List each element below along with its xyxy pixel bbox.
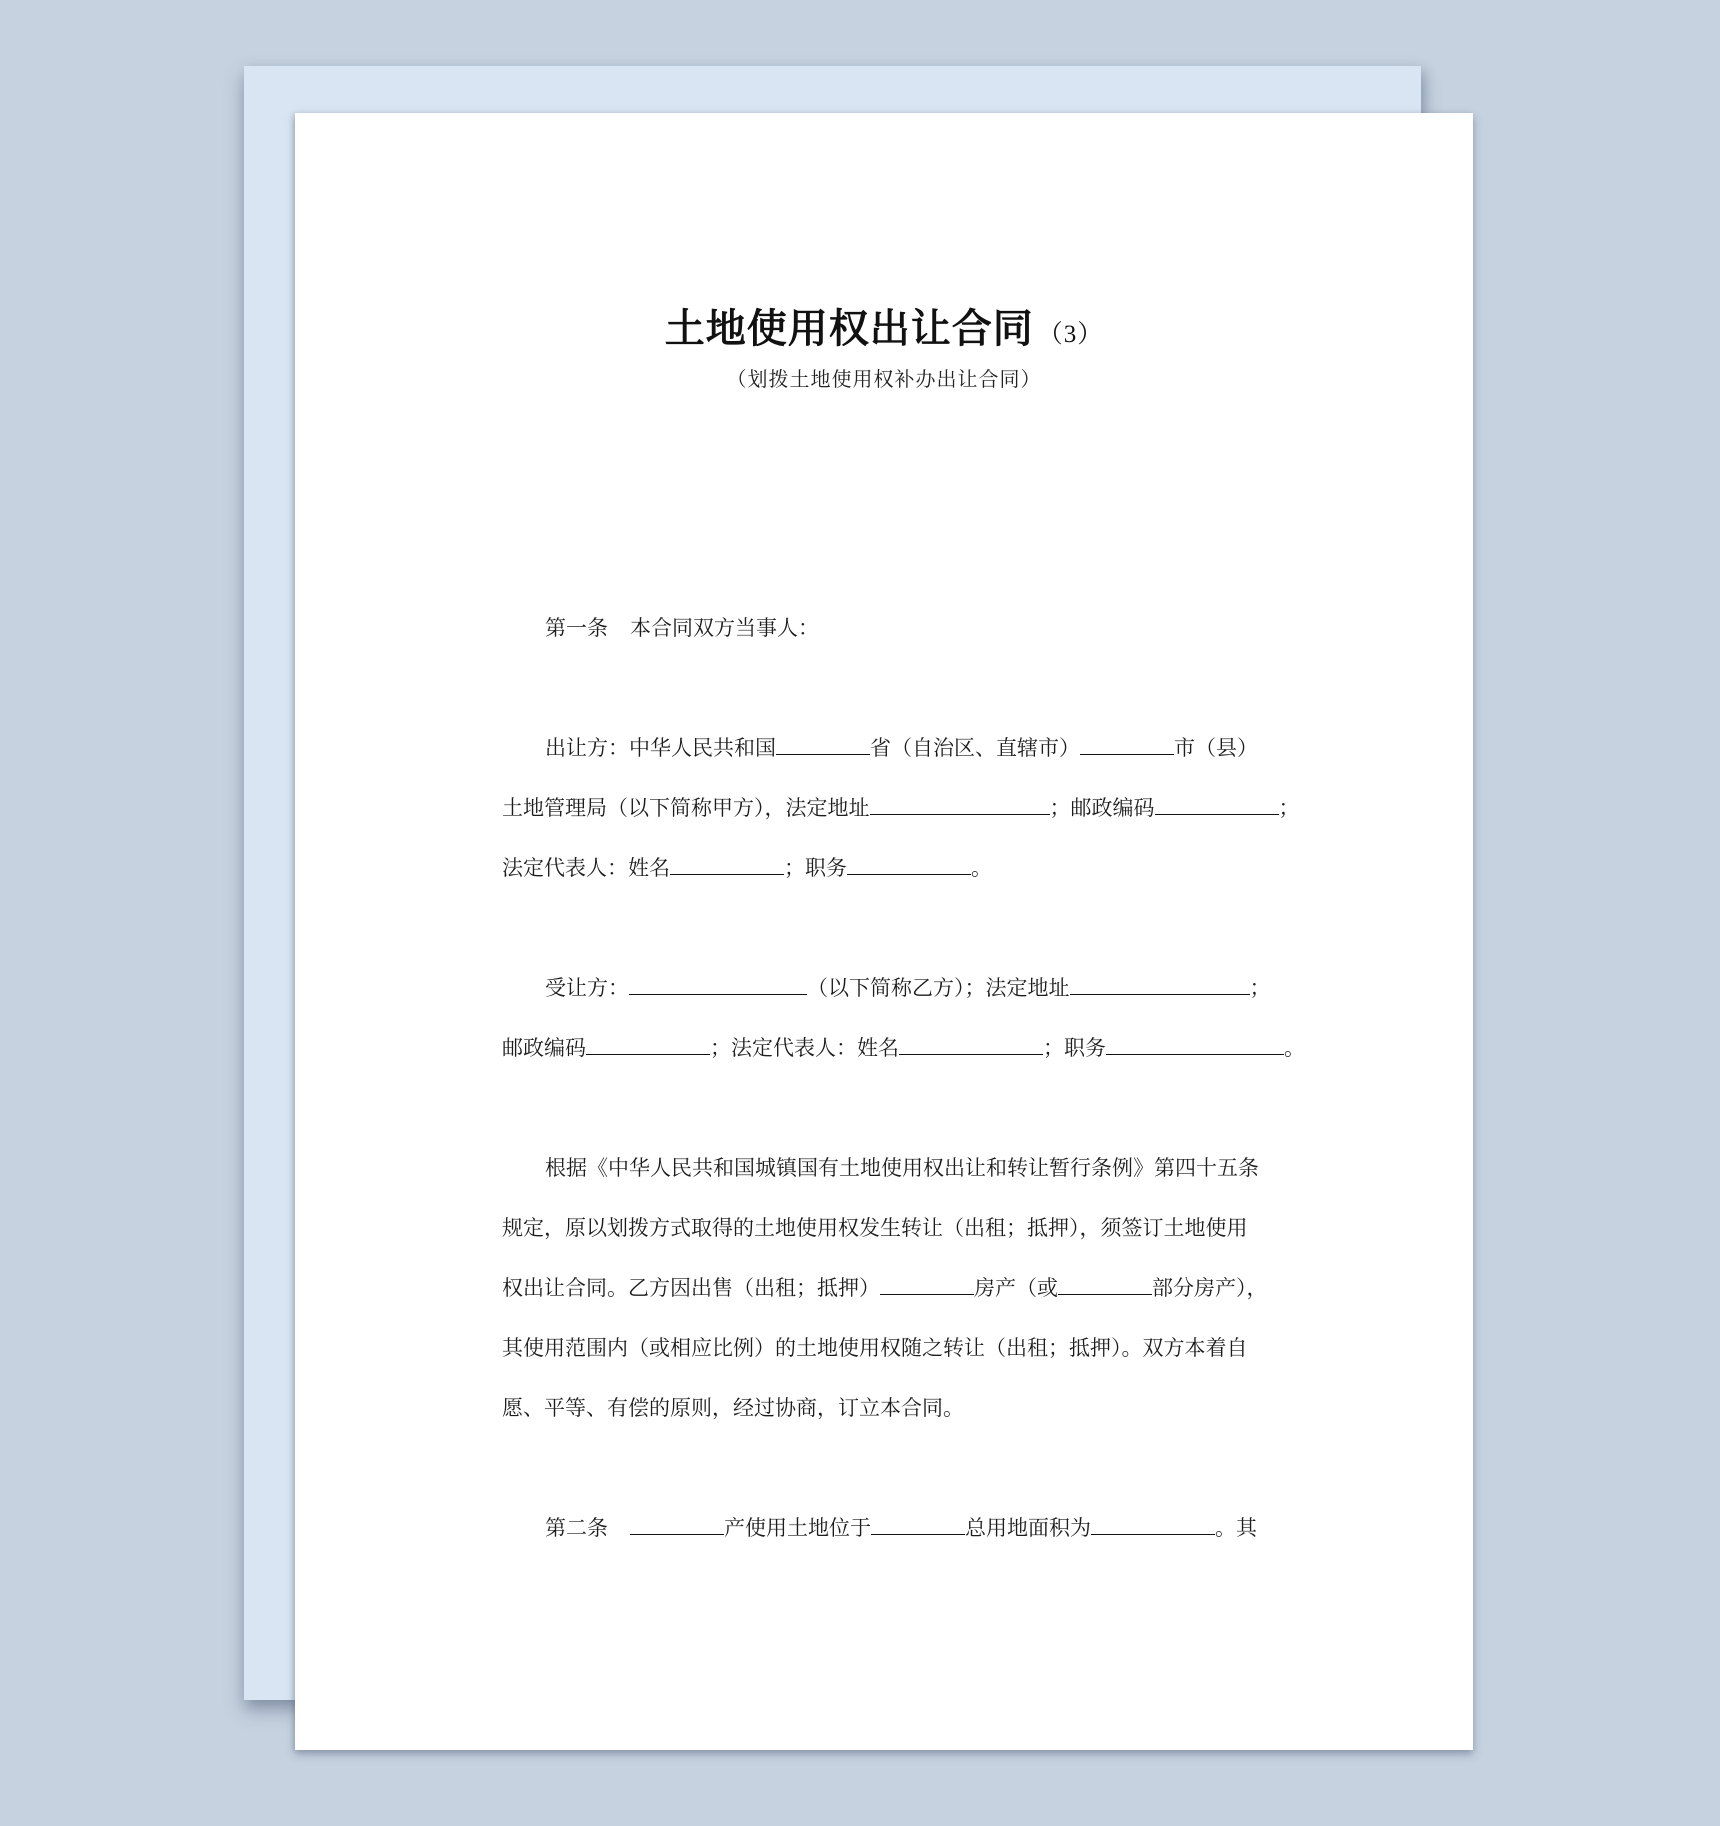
article-1 bbox=[502, 598, 1322, 658]
title-text: 土地使用权出让合同 bbox=[664, 307, 1034, 351]
grantor-address-label: 土地管理局（以下简称甲方），法定地址 bbox=[502, 796, 870, 820]
grantor-address-blank[interactable] bbox=[870, 795, 1050, 815]
grantor-rep-name-label: 法定代表人：姓名 bbox=[502, 856, 670, 880]
document-page bbox=[295, 113, 1473, 1750]
article-2-property-blank[interactable] bbox=[630, 1515, 724, 1535]
grantee-rep-title-label: ；职务 bbox=[1043, 1036, 1106, 1060]
grantee-rep-name-label: ；法定代表人：姓名 bbox=[710, 1036, 899, 1060]
title-number: （3） bbox=[1037, 321, 1104, 348]
grantee-rep-title-blank[interactable] bbox=[1106, 1035, 1284, 1055]
article-1-text: 本合同双方当事人： bbox=[630, 616, 819, 640]
article-2-text: 。其 bbox=[1215, 1516, 1257, 1540]
title-block bbox=[295, 309, 1473, 392]
document-body bbox=[502, 598, 1322, 1618]
punctuation: 。 bbox=[1284, 1036, 1305, 1060]
property-blank[interactable] bbox=[880, 1275, 974, 1295]
basis-line-5: 愿、平等、有偿的原则，经过协商，订立本合同。 bbox=[502, 1396, 964, 1420]
basis-section bbox=[502, 1138, 1322, 1438]
grantor-rep-name-blank[interactable] bbox=[670, 855, 784, 875]
basis-text: 房产（或 bbox=[974, 1276, 1058, 1300]
grantee-line-1 bbox=[502, 958, 1322, 1018]
province-blank[interactable] bbox=[776, 735, 870, 755]
article-2-text: 总用地面积为 bbox=[965, 1516, 1091, 1540]
grantee-line-2 bbox=[502, 1018, 1322, 1078]
grantee-rep-name-blank[interactable] bbox=[899, 1035, 1043, 1055]
city-blank[interactable] bbox=[1080, 735, 1174, 755]
grantor-line-2 bbox=[502, 778, 1322, 838]
grantee-postcode-label: 邮政编码 bbox=[502, 1036, 586, 1060]
grantor-postcode-blank[interactable] bbox=[1155, 795, 1279, 815]
basis-line-2: 规定，原以划拨方式取得的土地使用权发生转让（出租；抵押），须签订土地使用 bbox=[502, 1216, 1248, 1240]
grantee-label: 受让方： bbox=[545, 976, 629, 1000]
basis-text: 权出让合同。乙方因出售（出租；抵押） bbox=[502, 1276, 880, 1300]
article-2-text: 产使用土地位于 bbox=[724, 1516, 871, 1540]
grantor-section bbox=[502, 718, 1322, 898]
page-title bbox=[295, 309, 1473, 349]
grantee-postcode-blank[interactable] bbox=[586, 1035, 710, 1055]
punctuation: ； bbox=[1278, 796, 1300, 820]
city-label: 市（县） bbox=[1174, 736, 1258, 760]
province-label: 省（自治区、直辖市） bbox=[870, 736, 1080, 760]
grantee-address-label: （以下简称乙方）；法定地址 bbox=[807, 976, 1070, 1000]
punctuation: ； bbox=[1249, 976, 1271, 1000]
grantor-rep-title-label: ；职务 bbox=[784, 856, 847, 880]
grantor-label: 出让方：中华人民共和国 bbox=[545, 736, 776, 760]
partial-property-blank[interactable] bbox=[1058, 1275, 1152, 1295]
grantor-rep-title-blank[interactable] bbox=[847, 855, 971, 875]
land-location-blank[interactable] bbox=[871, 1515, 965, 1535]
grantor-line-1 bbox=[502, 718, 1322, 778]
grantee-address-blank[interactable] bbox=[1070, 975, 1250, 995]
land-area-blank[interactable] bbox=[1091, 1515, 1215, 1535]
grantee-name-blank[interactable] bbox=[629, 975, 807, 995]
grantor-line-3 bbox=[502, 838, 1322, 898]
article-2 bbox=[502, 1498, 1322, 1558]
article-1-heading: 第一条 bbox=[545, 616, 608, 640]
basis-line-1: 根据《中华人民共和国城镇国有土地使用权出让和转让暂行条例》第四十五条 bbox=[545, 1156, 1259, 1180]
page-subtitle: （划拨土地使用权补办出让合同） bbox=[726, 369, 1042, 391]
grantor-postcode-label: ；邮政编码 bbox=[1049, 796, 1155, 820]
punctuation: 。 bbox=[971, 856, 992, 880]
basis-line-4: 其使用范围内（或相应比例）的土地使用权随之转让（出租；抵押）。双方本着自 bbox=[502, 1336, 1248, 1360]
article-2-heading: 第二条 bbox=[545, 1516, 608, 1540]
basis-line-3 bbox=[502, 1258, 1322, 1318]
basis-text: 部分房产）， bbox=[1152, 1276, 1268, 1300]
grantee-section bbox=[502, 958, 1322, 1078]
